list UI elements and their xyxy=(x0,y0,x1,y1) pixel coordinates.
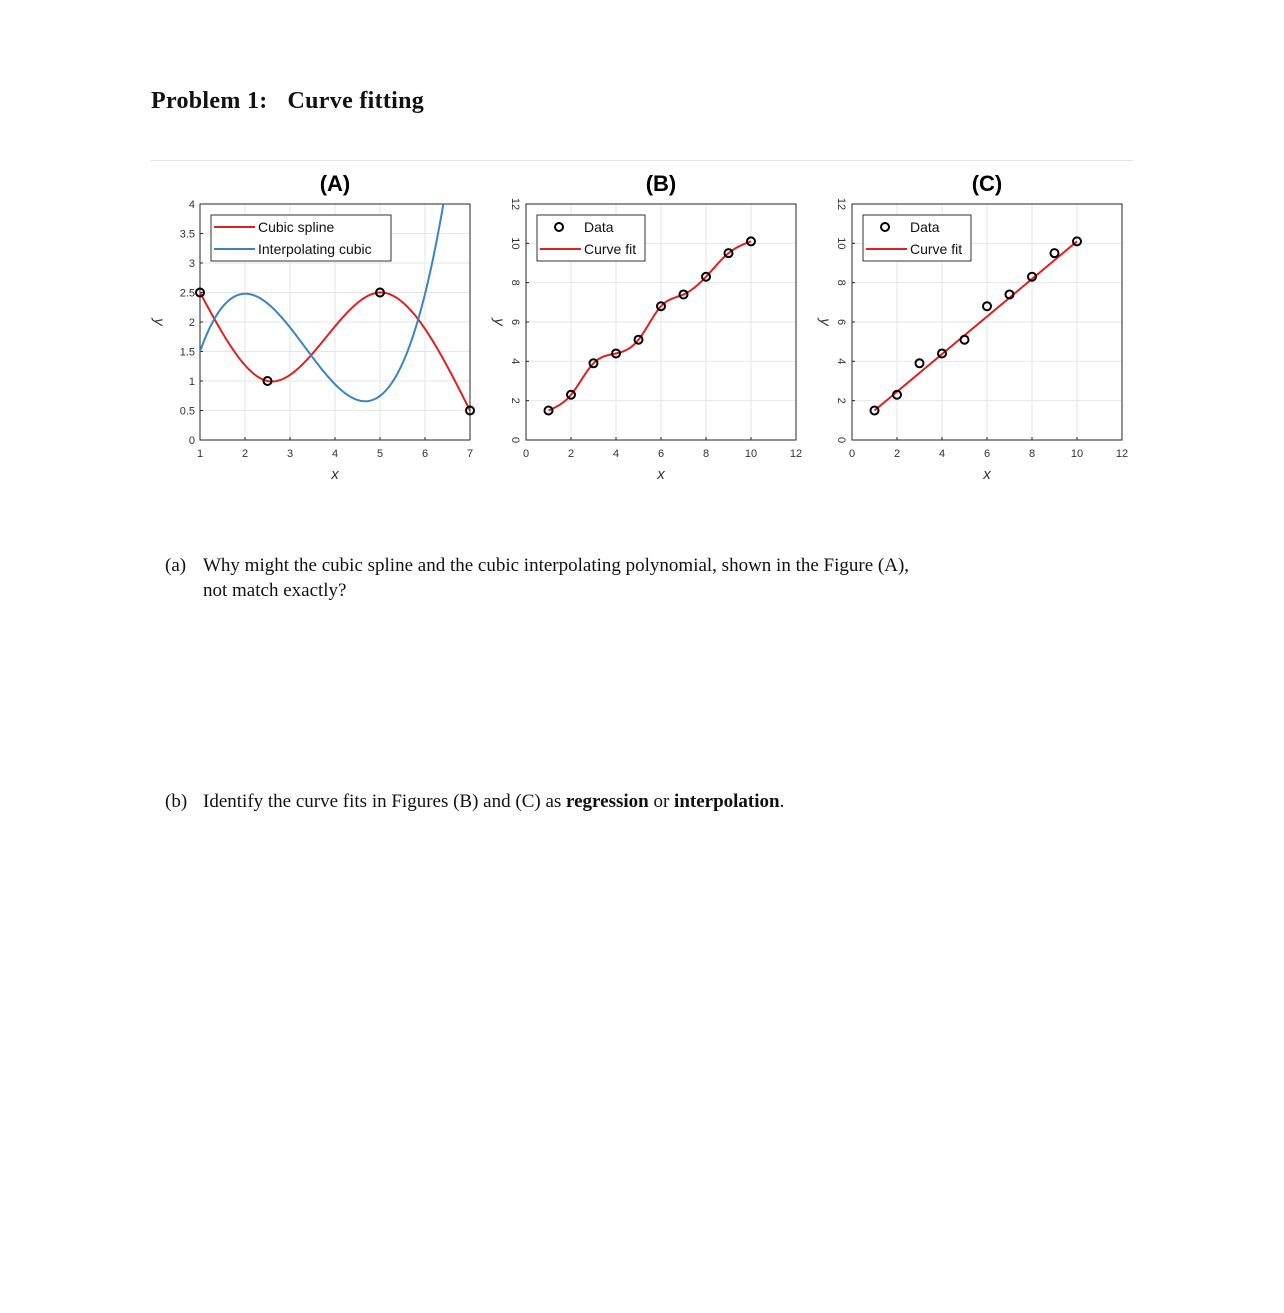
chart-c-ylabel: y xyxy=(816,318,834,326)
chart-b-legend-label: Data xyxy=(584,219,614,235)
chart-c-xtick-label: 12 xyxy=(1115,448,1129,460)
figure-panels xyxy=(140,160,1140,490)
chart-b-xtick-label: 6 xyxy=(657,448,665,460)
chart-c-series-1 xyxy=(875,241,1078,410)
chart-c-ytick-label: 4 xyxy=(835,358,847,365)
question-b-or: or xyxy=(653,791,670,812)
chart-b-legend-label: Curve fit xyxy=(584,241,637,257)
chart-a-legend xyxy=(211,215,391,261)
problem-heading xyxy=(151,88,424,115)
chart-b-title: (B) xyxy=(645,171,677,196)
chart-c-xtick-label: 6 xyxy=(983,448,991,460)
chart-a-legend-label: Interpolating cubic xyxy=(258,241,372,257)
chart-a-xtick-label: 7 xyxy=(466,448,474,460)
chart-b-ytick-label: 4 xyxy=(509,358,521,365)
question-b-label: (b) xyxy=(165,791,188,812)
chart-b-ytick-label: 12 xyxy=(509,197,521,211)
chart-a-ytick-label: 3 xyxy=(188,258,195,270)
chart-a-ytick-label: 1.5 xyxy=(179,346,195,359)
question-a-label: (a) xyxy=(165,555,187,576)
question-b-text: Identify the curve fits in Figures (B) and (C) as xyxy=(203,791,562,812)
chart-a-xtick-label: 4 xyxy=(331,448,339,460)
chart-c-data-point xyxy=(1051,249,1059,257)
chart-a-ytick-label: 2 xyxy=(188,317,195,329)
chart-c-xtick-label: 10 xyxy=(1070,448,1084,460)
chart-c-xlabel: x xyxy=(983,466,991,483)
problem-number: Problem 1: xyxy=(151,88,268,114)
chart-a-xtick-label: 6 xyxy=(421,448,429,460)
chart-c-ytick-label: 0 xyxy=(835,436,847,444)
chart-a-ytick-label: 3.5 xyxy=(179,228,195,241)
chart-b-xtick-label: 12 xyxy=(789,448,803,460)
chart-a-ytick-label: 0 xyxy=(188,435,195,447)
chart-c-legend-label: Curve fit xyxy=(910,241,963,257)
chart-b-xtick-label: 10 xyxy=(744,448,758,460)
chart-c-xtick-label: 4 xyxy=(938,448,946,460)
chart-c xyxy=(817,171,1129,483)
chart-b-xlabel: x xyxy=(657,466,665,483)
chart-c-data-point xyxy=(961,336,969,344)
question-b xyxy=(165,789,1125,814)
chart-a-title: (A) xyxy=(319,171,351,196)
term-regression: regression xyxy=(566,791,649,812)
chart-b-xtick-label: 8 xyxy=(702,448,710,460)
chart-a-xtick-label: 5 xyxy=(376,448,384,460)
chart-a-xtick-label: 3 xyxy=(286,448,294,460)
chart-a-xtick-label: 1 xyxy=(196,448,204,460)
chart-c-ytick-label: 2 xyxy=(835,397,847,404)
chart-b-ytick-label: 2 xyxy=(509,397,521,404)
chart-b-ytick-label: 8 xyxy=(509,279,521,286)
chart-b-legend xyxy=(537,215,645,261)
chart-c-ytick-label: 8 xyxy=(835,279,847,286)
chart-c-xtick-label: 8 xyxy=(1028,448,1036,460)
chart-b-ytick-label: 6 xyxy=(509,318,521,326)
chart-b-xtick-label: 0 xyxy=(522,448,530,460)
chart-c-ytick-label: 10 xyxy=(835,237,847,250)
chart-a-legend-label: Cubic spline xyxy=(258,219,335,235)
chart-c-title: (C) xyxy=(971,171,1003,196)
chart-b-xtick-label: 4 xyxy=(612,448,620,460)
chart-c-xtick-label: 2 xyxy=(893,448,901,460)
chart-a-xlabel: x xyxy=(331,466,339,483)
chart-b-ytick-label: 0 xyxy=(509,436,521,444)
chart-a-ytick-label: 1 xyxy=(188,376,195,388)
chart-c-data-point xyxy=(916,359,924,367)
chart-b-ylabel: y xyxy=(490,318,508,326)
term-interpolation: interpolation xyxy=(674,791,780,812)
chart-b-ytick-label: 10 xyxy=(509,237,521,250)
chart-a-ylabel: y xyxy=(150,318,168,326)
problem-topic: Curve fitting xyxy=(287,88,425,114)
question-a-line2: not match exactly? xyxy=(203,580,347,601)
chart-c-legend-label: Data xyxy=(910,219,940,235)
chart-b xyxy=(491,171,803,483)
question-a xyxy=(165,553,1125,603)
chart-a-ytick-label: 0.5 xyxy=(179,405,195,418)
chart-b-series-1 xyxy=(549,241,752,410)
chart-c-ytick-label: 6 xyxy=(835,318,847,326)
chart-a-xtick-label: 2 xyxy=(241,448,249,460)
chart-a-ytick-label: 4 xyxy=(188,199,195,211)
question-b-period: . xyxy=(779,791,785,812)
chart-a xyxy=(151,160,475,483)
chart-b-xtick-label: 2 xyxy=(567,448,575,460)
chart-c-ytick-label: 12 xyxy=(835,197,847,211)
question-a-line1: Why might the cubic spline and the cubic interpolating polynomial, shown in the Figure (A), xyxy=(203,555,910,576)
chart-c-xtick-label: 0 xyxy=(848,448,856,460)
chart-a-ytick-label: 2.5 xyxy=(179,287,195,300)
chart-c-legend xyxy=(863,215,971,261)
